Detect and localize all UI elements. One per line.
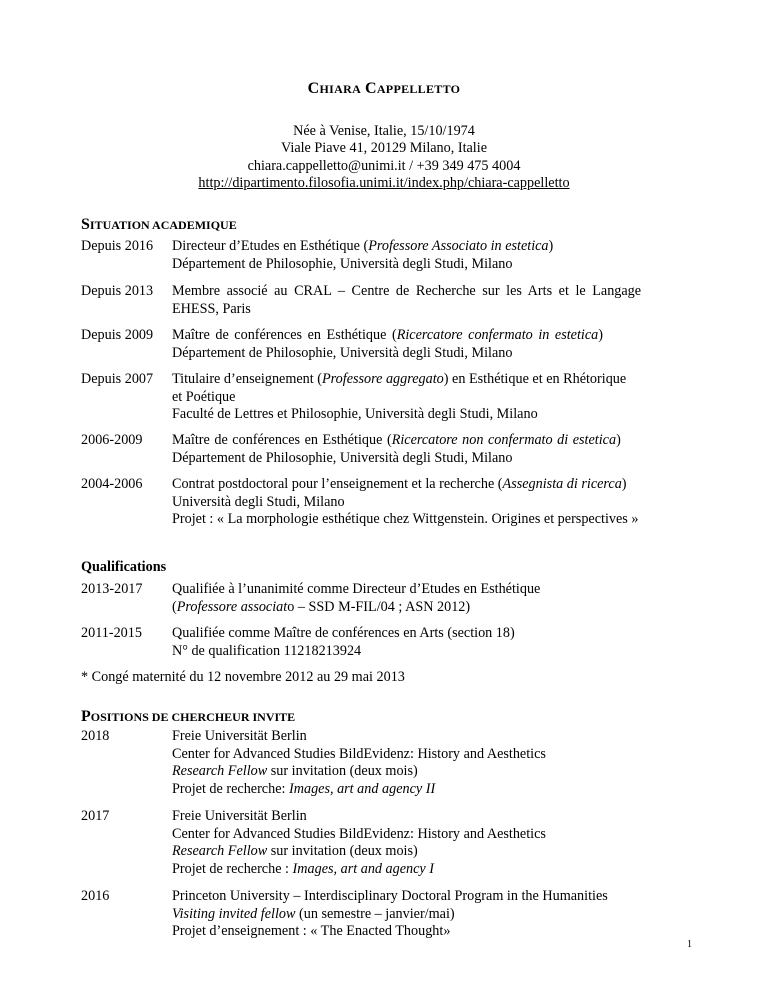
entry-date: 2004-2006 <box>81 476 143 492</box>
maternity-note: * Congé maternité du 12 novembre 2012 au 29 mai 2013 <box>81 669 405 685</box>
entry-date: 2006-2009 <box>81 432 143 448</box>
section-title-qualifications: Qualifications <box>81 559 167 575</box>
entry-date: 2017 <box>81 808 110 824</box>
entry-date: 2016 <box>81 888 110 904</box>
entry-date: Depuis 2016 <box>81 238 154 254</box>
entry-date: Depuis 2009 <box>81 327 154 343</box>
address: Viale Piave 41, 20129 Milano, Italie <box>280 140 487 156</box>
contact-info: chiara.cappelletto@unimi.it / +39 349 475 4004 <box>247 158 521 174</box>
cv-name: CHIARA CAPPELLETTO <box>307 80 461 97</box>
entry-date: Depuis 2013 <box>81 283 154 299</box>
section-title-positions: POSITIONS DE CHERCHEUR INVITE <box>81 708 296 725</box>
entry-date: 2018 <box>81 728 110 744</box>
page-number: 1 <box>687 939 692 950</box>
entry-date: 2011-2015 <box>81 625 142 641</box>
section-title-situation: SITUATION ACADEMIQUE <box>81 216 237 233</box>
entry-date: Depuis 2007 <box>81 371 154 387</box>
birth-info: Née à Venise, Italie, 15/10/1974 <box>293 123 475 139</box>
homepage-link[interactable]: http://dipartimento.filosofia.unimi.it/index.php/chiara-cappelletto <box>198 175 570 191</box>
entry-date: 2013-2017 <box>81 581 143 597</box>
